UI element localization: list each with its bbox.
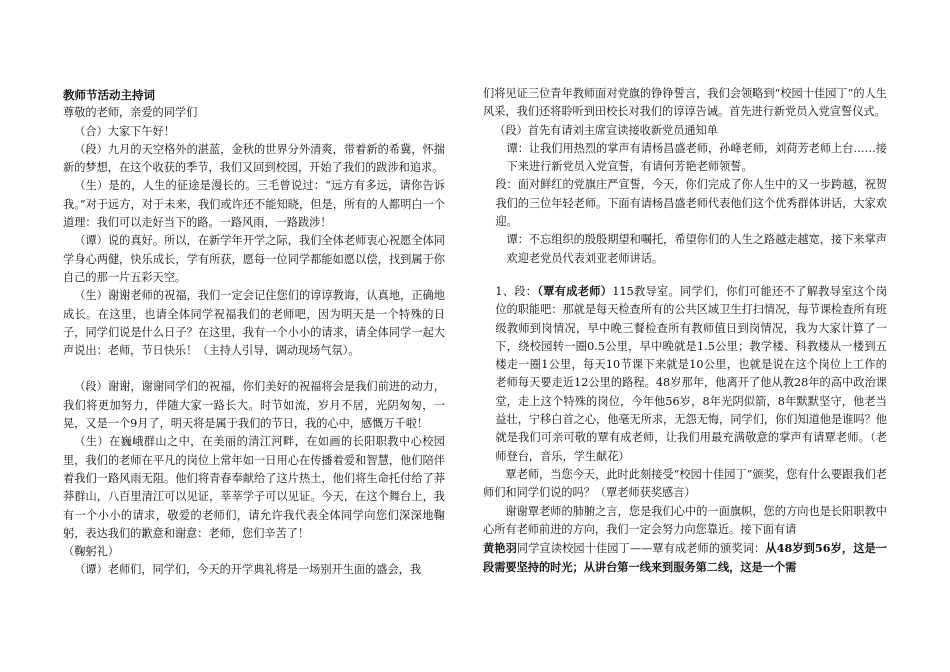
- paragraph: （段）首先有请刘主席宣读接收新党员通知单: [494, 123, 718, 137]
- paragraph: 段：面对鲜红的党旗庄严宣誓，今天，你们完成了你人生中的又一步跨越，祝贺我们的三位年轻老师。下面有请杨昌盛老师代表他们这个优秀群体讲话，大家欢迎。: [495, 178, 887, 229]
- paragraph: 谭：不忘组织的殷殷期望和嘱托，希望你们的人生之路越走越宽，接下来掌声欢迎老党员代表刘亚老师讲话。: [506, 233, 887, 265]
- paragraph: （生）在巍峨群山之中，在美丽的清江河畔，在如画的长阳职教中心校园里，我们的老师在平凡的岗位上常年如一日用心在传播着爱和智慧，他们陪伴着我们一路风雨无阻。他们将青春奉献给了这片热土，他们将生命托付给了莽莽群山，八百里清江可以见证，莘莘学子可以见证。今天，在这个舞台上，我有一个小小的请求，敬爱的老师们，请允许我代表全体同学向您们深深地鞠躬，表达我们的歉意和谢意：老师，您们辛苦了！: [63, 435, 445, 540]
- right-column: [483, 85, 887, 578]
- paragraph: 覃老师，当您今天，此时此刻接受“校园十佳园丁”颁奖，您有什么要跟我们老师们和同学们说的吗？（覃老师获奖感言）: [483, 467, 887, 500]
- paragraph: （段）谢谢，谢谢同学们的祝福，你们美好的祝福将会是我们前进的动力，我们将更加努力，伴随大家一路长大。时节如流，岁月不居，光阴匆匆，一晃，又是一个9月了，明天将是属于我们的节日，我的心中，感慨万千啦！: [63, 380, 445, 431]
- paragraph: （鞠躬礼）: [63, 545, 119, 559]
- paragraph-text: 同学宣读校园十佳园丁——覃有成老师的颁奖词：: [516, 542, 766, 556]
- spacer: [483, 268, 887, 282]
- award-citation: 从48岁到56岁，这是一段需要坚持的时光；从讲台第一线来到服务第二线，这是一个需: [483, 541, 887, 575]
- paragraph: （生）谢谢老师的祝福，我们一定会记住您们的谆谆教诲，认真地，正确地成长。在这里，也请全体同学祝福我们的老师吧，因为明天是一个特殊的日子，同学们说是什么日子？在这里，我有一个小小的请求，请全体同学一起大声说出：老师，节日快乐！（主持人引导，调动现场气氛）。: [63, 289, 445, 358]
- paragraph: （生）是的，人生的征途是漫长的。三毛曾说过：“远方有多远，请你告诉我。”对于远方，对于未来，我们或许还不能知晓，但是，所有的人都明白一个道理：我们可以走好当下的路。一路风雨，一路跋涉！: [63, 179, 445, 230]
- paragraph: （谭）说的真好。所以，在新学年开学之际，我们全体老师衷心祝愿全体同学身心两健，快乐成长，学有所获，愿每一位同学都能如愿以偿，找到属于你自己的那一片五彩天空。: [63, 234, 445, 284]
- salutation: 尊敬的老师，亲爱的同学们: [63, 106, 198, 120]
- paragraph: （合）大家下午好！: [74, 124, 175, 138]
- paragraph: [483, 282, 887, 466]
- paragraph: （谭）老师们，同学们，今天的开学典礼将是一场别开生面的盛会，我: [74, 563, 422, 577]
- paragraph: （段）九月的天空格外的湛蓝，金秋的世界分外清爽，带着新的希冀，怀揣新的梦想，在这个收获的季节，我们又回到校园，开始了我们的跋涉和追求。: [63, 142, 445, 175]
- section-body: 115教导室。同学们，你们可能还不了解教导室这个岗位的职能吧：那就是每天检查所有的公共区域卫生打扫情况，每节课检查所有班级教师到岗情况，早中晚三餐检查所有教师值日到岗情况，我为大家计算了一下，绕校园转一圈0.5公里，早中晚就是1.5公里；教学楼、科教楼从一楼到五楼走一圈1公里，每天10节课下来就是10公里，也就是说在这个岗位上工作的老师每天要走近12公里的路程。48岁那年，他离开了他从教28年的高中政治课堂，走上这个特殊的岗位，今年他56岁，8年光阴似箭，8年默默坚守，他老当益壮，宁移白首之心，他毫无所求，无怨无悔，同学们，你们知道他是谁吗？他就是我们可亲可敬的覃有成老师，让我们用最充满敬意的掌声有请覃老师。（老师登台，音乐，学生献花）: [495, 284, 888, 463]
- section-number: 1、段：: [495, 284, 538, 298]
- left-column: [63, 86, 445, 580]
- paragraph: 谢谢覃老师的肺腑之言，您是我们心中的一面旗帜，您的方向也是长阳职教中心所有老师前进的方向，我们一定会努力向您靠近。接下面有请: [483, 504, 887, 536]
- student-name: 黄艳羽: [483, 541, 517, 556]
- spacer: [63, 360, 445, 378]
- paragraph: [483, 539, 887, 578]
- document-title: 教师节活动主持词: [63, 88, 155, 102]
- teacher-name: （覃有成老师）: [537, 283, 613, 298]
- paragraph: 们将见证三位青年教师面对党旗的铮铮誓言，我们会领略到“校园十佳园丁”的人生风采，我们还将聆听到田校长对我们的谆谆告诫。首先进行新党员入党宣誓仪式。: [483, 87, 887, 119]
- paragraph: 谭：让我们用热烈的掌声有请杨昌盛老师，孙峰老师，刘荷芳老师上台……接下来进行新党员入党宣誓，有请何芳艳老师领誓。: [506, 141, 887, 174]
